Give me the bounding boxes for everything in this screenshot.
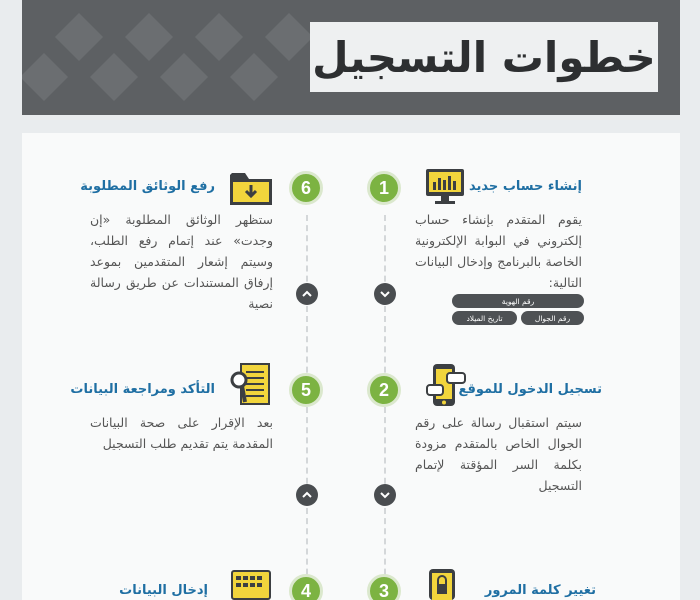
step-4-title: إدخال البيانات	[119, 583, 208, 598]
field-pill-id: رقم الهوية	[452, 294, 584, 308]
step-3-number: 3	[367, 574, 401, 600]
step-2-title: تسجيل الدخول للموقع	[458, 382, 602, 397]
step-5-text: بعد الإقرار على صحة البيانات المقدمة يتم تقديم طلب التسجيل	[90, 415, 273, 451]
left-timeline	[306, 215, 308, 600]
step-1-title: إنشاء حساب جديد	[469, 179, 582, 194]
right-timeline	[384, 215, 386, 600]
step-4-number: 4	[289, 574, 323, 600]
field-pill-birthdate: تاريخ الميلاد	[452, 311, 517, 325]
chevron-up-icon	[296, 283, 318, 305]
steps-card	[22, 133, 680, 600]
field-pill-mobile: رقم الجوال	[521, 311, 584, 325]
computer-screen-icon	[425, 168, 465, 210]
document-magnifier-icon	[229, 362, 273, 414]
step-5-title: التأكد ومراجعة البيانات	[70, 382, 215, 397]
step-2-text: سيتم استقبال رسالة على رقم الجوال الخاص بالمتقدم مزودة بكلمة السر المؤقتة لإتمام التسجيل	[415, 415, 582, 493]
header-banner	[22, 0, 680, 115]
step-6-text: ستظهر الوثائق المطلوبة «إن وجدت» عند إتمام رفع الطلب، وسيتم إشعار المتقدمين بموعد إرفاق المستندات عن طريق رسالة نصية	[90, 212, 273, 311]
phone-lock-icon	[425, 568, 465, 600]
step-6-title: رفع الوثائق المطلوبة	[80, 179, 215, 194]
step-2-number: 2	[367, 373, 401, 407]
header-pattern	[22, 0, 352, 115]
step-6-number: 6	[289, 171, 323, 205]
title-box	[310, 22, 658, 92]
keyboard-icon	[231, 570, 271, 600]
chevron-down-icon	[374, 484, 396, 506]
page-title: خطوات التسجيل	[312, 32, 656, 82]
chevron-down-icon	[374, 283, 396, 305]
step-3-title: تغيير كلمة المرور	[484, 583, 596, 598]
step-1-text: يقوم المتقدم بإنشاء حساب إلكتروني في البوابة الإلكترونية الخاصة بالبرنامج وإدخال البيانات التالية:	[415, 212, 582, 290]
chevron-up-icon	[296, 484, 318, 506]
step-5-number: 5	[289, 373, 323, 407]
step-1-number: 1	[367, 171, 401, 205]
folder-upload-icon	[229, 170, 273, 210]
